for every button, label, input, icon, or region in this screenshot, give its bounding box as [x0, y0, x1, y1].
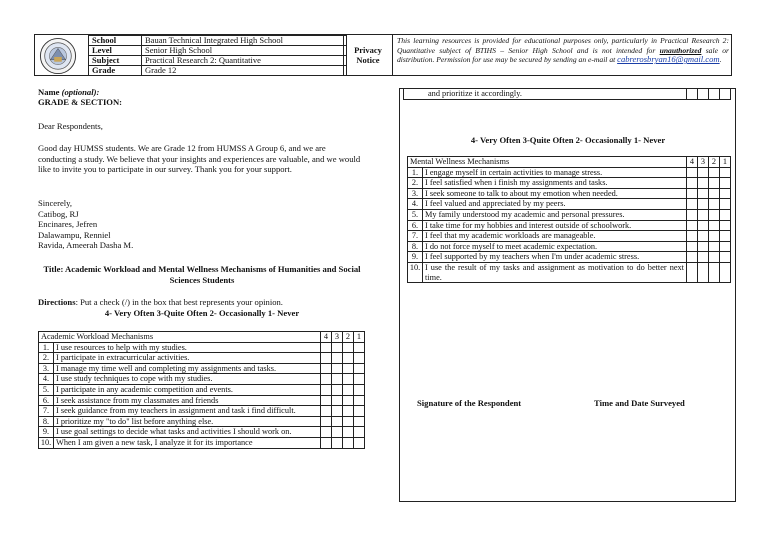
academic-workload-table — [38, 331, 365, 449]
privacy-notice-text: This learning resources is provided for educational purposes only, particularly in Practical Research 2: Quantitative subject of BTIHS – Senior High School and is not intended for unauthorized sale or distribution. Permission for use may be secured by sending an e-mail at cabrerosbryan16@gmail.com. — [397, 36, 729, 65]
table-row: 9. I use goal settings to decide what tasks and activities I should work on. — [39, 427, 365, 438]
checkbox-cell[interactable] — [354, 374, 365, 385]
table-header-row: Mental Wellness Mechanisms 4 3 2 1 — [408, 157, 731, 168]
checkbox-cell[interactable] — [687, 209, 698, 220]
study-title: Title: Academic Workload and Mental Wellness Mechanisms of Humanities and Social Sciences Students — [43, 264, 361, 285]
directions: Directions: Put a check (/) in the box that best represents your opinion. — [38, 297, 283, 307]
checkbox-cell[interactable] — [698, 89, 709, 100]
checkbox-cell[interactable] — [687, 231, 698, 242]
checkbox-cell[interactable] — [720, 167, 731, 178]
checkbox-cell[interactable] — [354, 363, 365, 374]
checkbox-cell[interactable] — [698, 199, 709, 210]
checkbox-cell[interactable] — [687, 89, 698, 100]
checkbox-cell[interactable] — [709, 209, 720, 220]
table-row: 10. I use the result of my tasks and assignment as motivation to do better next time. — [408, 262, 731, 282]
checkbox-cell[interactable] — [709, 241, 720, 252]
checkbox-cell[interactable] — [332, 342, 343, 353]
checkbox-cell[interactable] — [354, 406, 365, 417]
rating-scale-right: 4- Very Often 3-Quite Often 2- Occasionally 1- Never — [470, 135, 666, 145]
table-row: 10. When I am given a new task, I analyze it for its importance — [39, 437, 365, 448]
checkbox-cell[interactable] — [321, 384, 332, 395]
checkbox-cell[interactable] — [321, 395, 332, 406]
checkbox-cell[interactable] — [321, 353, 332, 364]
salutation: Dear Respondents, — [38, 121, 103, 131]
checkbox-cell[interactable] — [720, 262, 731, 282]
checkbox-cell[interactable] — [343, 406, 354, 417]
checkbox-cell[interactable] — [332, 395, 343, 406]
table-row: 8. I prioritize my "to do" list before anything else. — [39, 416, 365, 427]
checkbox-cell[interactable] — [354, 342, 365, 353]
checkbox-cell[interactable] — [321, 374, 332, 385]
privacy-notice-label: Privacy Notice — [343, 35, 393, 75]
checkbox-cell[interactable] — [343, 353, 354, 364]
checkbox-cell[interactable] — [720, 89, 731, 100]
checkbox-cell[interactable] — [709, 178, 720, 189]
table-row: 2. I participate in extracurricular activities. — [39, 353, 365, 364]
right-page-frame — [399, 88, 736, 502]
checkbox-cell[interactable] — [354, 416, 365, 427]
mental-wellness-table — [407, 156, 731, 283]
checkbox-cell[interactable] — [343, 427, 354, 438]
checkbox-cell[interactable] — [343, 374, 354, 385]
checkbox-cell[interactable] — [354, 384, 365, 395]
checkbox-cell[interactable] — [687, 252, 698, 263]
table-row: and prioritize it accordingly. — [404, 89, 731, 100]
grade-section-label: GRADE & SECTION: — [38, 97, 123, 107]
checkbox-cell[interactable] — [321, 342, 332, 353]
checkbox-cell[interactable] — [321, 437, 332, 448]
school-info-grid: School Bauan Technical Integrated High School Level Senior High School Subject Practical Research 2: Quantitative Grade Grade 12 — [88, 35, 347, 76]
checkbox-cell[interactable] — [698, 167, 709, 178]
checkbox-cell[interactable] — [709, 89, 720, 100]
checkbox-cell[interactable] — [698, 209, 709, 220]
table-row: 3. I seek someone to talk to about my emotion when needed. — [408, 188, 731, 199]
checkbox-cell[interactable] — [709, 188, 720, 199]
checkbox-cell[interactable] — [720, 231, 731, 242]
checkbox-cell[interactable] — [687, 167, 698, 178]
date-surveyed-label: Time and Date Surveyed — [594, 398, 685, 408]
table-row: 5. I participate in any academic competition and events. — [39, 384, 365, 395]
checkbox-cell[interactable] — [687, 188, 698, 199]
table-row: 4. I use study techniques to cope with my studies. — [39, 374, 365, 385]
checkbox-cell[interactable] — [321, 406, 332, 417]
checkbox-cell[interactable] — [332, 374, 343, 385]
checkbox-cell[interactable] — [720, 199, 731, 210]
document-header — [34, 34, 732, 76]
checkbox-cell[interactable] — [687, 241, 698, 252]
name-field-label: Name (optional): — [38, 87, 100, 97]
checkbox-cell[interactable] — [698, 252, 709, 263]
checkbox-cell[interactable] — [698, 262, 709, 282]
table-row: 3. I manage my time well and completing my assignments and tasks. — [39, 363, 365, 374]
checkbox-cell[interactable] — [354, 353, 365, 364]
checkbox-cell[interactable] — [343, 363, 354, 374]
rating-scale-left: 4- Very Often 3-Quite Often 2- Occasionally 1- Never — [104, 308, 300, 318]
table-row: 7. I feel that my academic workloads are manageable. — [408, 231, 731, 242]
checkbox-cell[interactable] — [687, 199, 698, 210]
checkbox-cell[interactable] — [687, 220, 698, 231]
checkbox-cell[interactable] — [720, 241, 731, 252]
checkbox-cell[interactable] — [343, 416, 354, 427]
checkbox-cell[interactable] — [332, 384, 343, 395]
checkbox-cell[interactable] — [332, 416, 343, 427]
checkbox-cell[interactable] — [720, 188, 731, 199]
checkbox-cell[interactable] — [343, 342, 354, 353]
sign-off: Sincerely, Catibog, RJ Encinares, Jefren Dalawampu, Renniel Ravida, Ameerah Dasha M. — [38, 198, 134, 251]
checkbox-cell[interactable] — [332, 406, 343, 417]
checkbox-cell[interactable] — [354, 395, 365, 406]
table-row: 7. I seek guidance from my teachers in assignment and task i find difficult. — [39, 406, 365, 417]
checkbox-cell[interactable] — [698, 231, 709, 242]
checkbox-cell[interactable] — [343, 437, 354, 448]
table-row: 2. I feel satisfied when i finish my assignments and tasks. — [408, 178, 731, 189]
checkbox-cell[interactable] — [321, 416, 332, 427]
checkbox-cell[interactable] — [354, 437, 365, 448]
table-row: 5. My family understood my academic and personal pressures. — [408, 209, 731, 220]
checkbox-cell[interactable] — [343, 395, 354, 406]
checkbox-cell[interactable] — [687, 262, 698, 282]
checkbox-cell[interactable] — [709, 231, 720, 242]
checkbox-cell[interactable] — [709, 199, 720, 210]
checkbox-cell[interactable] — [698, 241, 709, 252]
checkbox-cell[interactable] — [321, 363, 332, 374]
table-row: 9. I feel supported by my teachers when I'm under academic stress. — [408, 252, 731, 263]
checkbox-cell[interactable] — [709, 167, 720, 178]
school-seal-icon — [39, 37, 77, 75]
checkbox-cell[interactable] — [709, 252, 720, 263]
checkbox-cell[interactable] — [720, 220, 731, 231]
checkbox-cell[interactable] — [332, 353, 343, 364]
academic-workload-table-continued — [403, 88, 731, 100]
checkbox-cell[interactable] — [332, 437, 343, 448]
checkbox-cell[interactable] — [321, 427, 332, 438]
checkbox-cell[interactable] — [687, 178, 698, 189]
checkbox-cell[interactable] — [720, 252, 731, 263]
contact-email-link[interactable]: cabrerosbryan16@gmail.com — [617, 54, 720, 65]
intro-paragraph: Good day HUMSS students. We are Grade 12 from HUMSS A Group 6, and we are conducting a study. We believe that your insights and experiences are valuable, and we would like to invite you to participate in our survey. Thank you for your support. — [38, 143, 361, 175]
checkbox-cell[interactable] — [332, 427, 343, 438]
table-row: 8. I do not force myself to meet academic expectation. — [408, 241, 731, 252]
checkbox-cell[interactable] — [720, 209, 731, 220]
table-row: 1. I engage myself in certain activities to manage stress. — [408, 167, 731, 178]
signature-label: Signature of the Respondent — [417, 398, 522, 408]
checkbox-cell[interactable] — [698, 178, 709, 189]
checkbox-cell[interactable] — [332, 363, 343, 374]
checkbox-cell[interactable] — [343, 384, 354, 395]
checkbox-cell[interactable] — [698, 188, 709, 199]
table-row: 6. I take time for my hobbies and interest outside of schoolwork. — [408, 220, 731, 231]
checkbox-cell[interactable] — [709, 220, 720, 231]
table-row: 6. I seek assistance from my classmates and friends — [39, 395, 365, 406]
checkbox-cell[interactable] — [720, 178, 731, 189]
table-header-row: Academic Workload Mechanisms 4 3 2 1 — [39, 332, 365, 343]
checkbox-cell[interactable] — [698, 220, 709, 231]
checkbox-cell[interactable] — [354, 427, 365, 438]
table-row: 4. I feel valued and appreciated by my peers. — [408, 199, 731, 210]
checkbox-cell[interactable] — [709, 262, 720, 282]
table-row: 1. I use resources to help with my studies. — [39, 342, 365, 353]
